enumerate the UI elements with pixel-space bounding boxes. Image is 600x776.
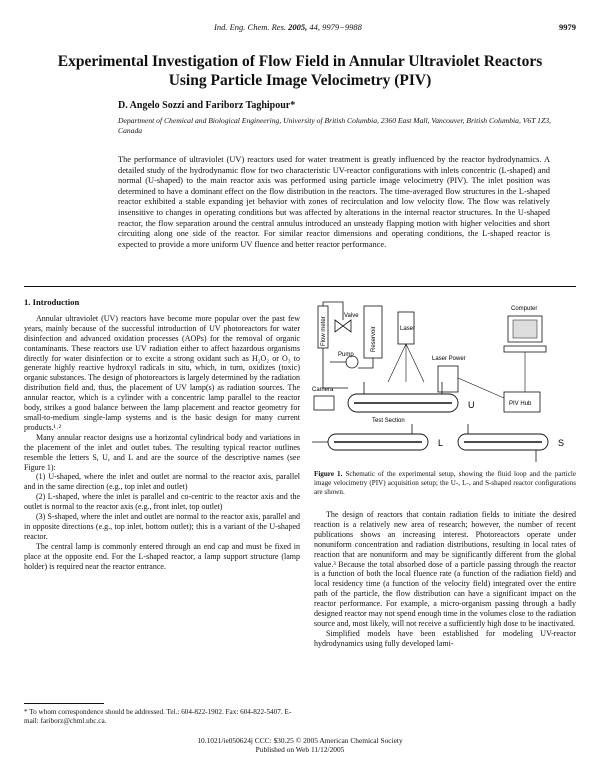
l-ports: [312, 424, 412, 442]
laser-power-label: Laser Power: [432, 356, 466, 362]
computer-screen: [513, 320, 537, 338]
caption-text: Schematic of the experimental setup, showing the fluid loop and the particle image velocimetry (PIV) acquisition setup; the U-, L-, and S-shaped reactor configurations are shown.: [314, 470, 576, 496]
camera-shape: [314, 396, 334, 410]
u-label: U: [468, 400, 475, 410]
flow-meter-label: Flow meter: [321, 316, 327, 346]
section-divider: [24, 286, 576, 287]
doi-line: 10.1021/ie050624j CCC: $30.25 © 2005 American Chemical Society: [197, 736, 403, 745]
paragraph: The design of reactors that contain radiation fields to initiate the desired reaction is a relatively new area of research; however, the number of recent publications shows an increasing interest. Photoreactors operate under nonuniform concentration and radiation distributions, resulting in local rates of reaction that are nonuniform and may be significantly different from the global value.³ Because the total absorbed dose of a particle passing through the reactor is a function of both the local fluence rate (a function of the radiation field) and local residency time (a function of the velocity field) integrated over the entire path of the particle, the flow distribution can have a significant impact on the reactor performance. For example, a micro-organism passing through a badly designed reactor may not spend enough time in the volumes close to the radiation source and, most likely, will not receive a sufficiently high dose to be inactivated.: [314, 510, 576, 628]
l-label: L: [438, 438, 444, 448]
authors: D. Angelo Sozzi and Fariborz Taghipour*: [118, 100, 296, 111]
caption-label: Figure 1.: [314, 470, 343, 478]
camera-label: Camera: [312, 387, 334, 393]
paragraph: Many annular reactor designs use a horizontal cylindrical body and variations in the placement of the inlet and outlet tubes. The resulting typical reactor outlines resemble the letters S, U, and L and are the source of the descriptive names (see Figure 1):: [24, 432, 300, 472]
valve-label: Valve: [344, 313, 359, 319]
paragraph: The central lamp is commonly entered through an end cap and must be fixed in place at the opposite end. For the L-shaped reactor, a lamp support structure (lamp holder) is required near the reactor entrance.: [24, 541, 300, 571]
paragraph: Simplified models have been established for modeling UV-reactor hydrodynamics using fully developed lami-: [314, 628, 576, 648]
list-item: (3) S-shaped, where the inlet and outlet are normal to the reactor axis, parallel and in opposite directions (e.g., top inlet, bottom outlet); this is a variant of the U-shaped reactor.: [24, 512, 300, 541]
footnote: * To whom correspondence should be addressed. Tel.: 604-822-1902. Fax: 604-822-5407. E-mail: fariborz@chml.ubc.ca.: [24, 708, 292, 725]
computer-label: Computer: [511, 306, 538, 312]
u-ports: [364, 382, 442, 394]
published-line: Published on Web 11/12/2005: [255, 745, 345, 754]
affiliation: Department of Chemical and Biological Engineering, University of British Columbia, 2360 East Mall, Vancouver, British Columbia, V6T 1Z3, Canada: [118, 116, 551, 135]
list-item: (1) U-shaped, where the inlet and outlet are normal to the reactor axis, parallel and in the same direction (e.g., top inlet and outlet): [24, 472, 300, 492]
abstract: The performance of ultraviolet (UV) reactors used for water treatment is greatly influenced by the reactor hydrodynamics. A detailed study of the hydrodynamic flow for two characteristic UV-reactor configurations with inlets concentric (L-shaped) and normal (U-shaped) to the main reactor axis was performed using particle image velocimetry (PIV). The inlet position was determined to have a dominant effect on the flow distribution in the reactors. The time-averaged flow structures in the L-shaped reactor exhibited a stable expanding jet behavior with zones of recirculation and low velocity flow. The flow was relatively insensitive to changes in operating conditions but was affected by alterations in the internal reactor structures. In the U-shaped reactor, the flow separation around the central annulus introduced an unsteady flapping motion with higher velocities and short circuiting along one side of the reactor. For similar reactor dimensions and operating conditions, the L-shaped reactor is expected to provide a more uniform UV fluence and better reactor performance.: [118, 155, 550, 249]
paragraph: Annular ultraviolet (UV) reactors have become more popular over the past few years, mainly because of the successful introduction of UV photoreactors for water disinfection and advanced oxidation processes (AOPs) for the removal of organic contaminants. These reactors use UV radiation either to affect hazardous organisms directly for water disinfection or to excite a strong oxidant such as H₂O₂ or O₃ to generate highly reactive hydroxyl radicals in situ, which, in turn, oxidizes (toxic) organic substances. The design of photoreactors is largely determined by the radiation distribution field and, thus, the placement of UV lamp(s) as radiation sources. The annular reactor, which is a cylinder with a concentric lamp parallel to the reactor body, strikes a good balance between the lamp placement and reactor geometry for small-to-medium single-lamp systems and is the basic design for many current products.¹˒²: [24, 313, 300, 432]
signal-cables: [458, 352, 525, 398]
figure-caption: [314, 470, 576, 497]
journal-citation: Ind. Eng. Chem. Res. 2005, 44, 9979−9988: [214, 22, 362, 32]
test-section-label: Test Section: [372, 418, 405, 424]
pump-label: Pump: [338, 352, 354, 358]
laser-sheet: [388, 344, 424, 382]
laser-label: Laser: [400, 326, 416, 332]
article-title: Experimental Investigation of Flow Field in Annular Ultraviolet Reactors Using Particle Image Velocimetry (PIV): [57, 53, 543, 89]
reservoir-label: Reservoir: [371, 326, 377, 352]
keyboard-icon: [504, 346, 546, 352]
laser-power-shape: [438, 366, 458, 392]
s-label: S: [558, 438, 565, 448]
footnote-divider: [24, 703, 104, 704]
left-column: [24, 298, 300, 571]
setup-schematic: [308, 298, 578, 470]
page-footer: [0, 736, 600, 754]
list-item: (2) L-shaped, where the inlet is parallel and co-centric to the reactor axis and the outlet is normal to the reactor axis (e.g., front inlet, top outlet): [24, 492, 300, 512]
s-ports: [468, 424, 536, 462]
right-column: [314, 510, 576, 649]
running-header: [24, 22, 576, 36]
valve-shape: [335, 320, 351, 332]
page-number: 9979: [559, 22, 576, 32]
section-heading: 1. Introduction: [24, 297, 80, 307]
piv-hub-label: PIV Hub: [509, 401, 532, 407]
figure-1: [308, 298, 578, 470]
